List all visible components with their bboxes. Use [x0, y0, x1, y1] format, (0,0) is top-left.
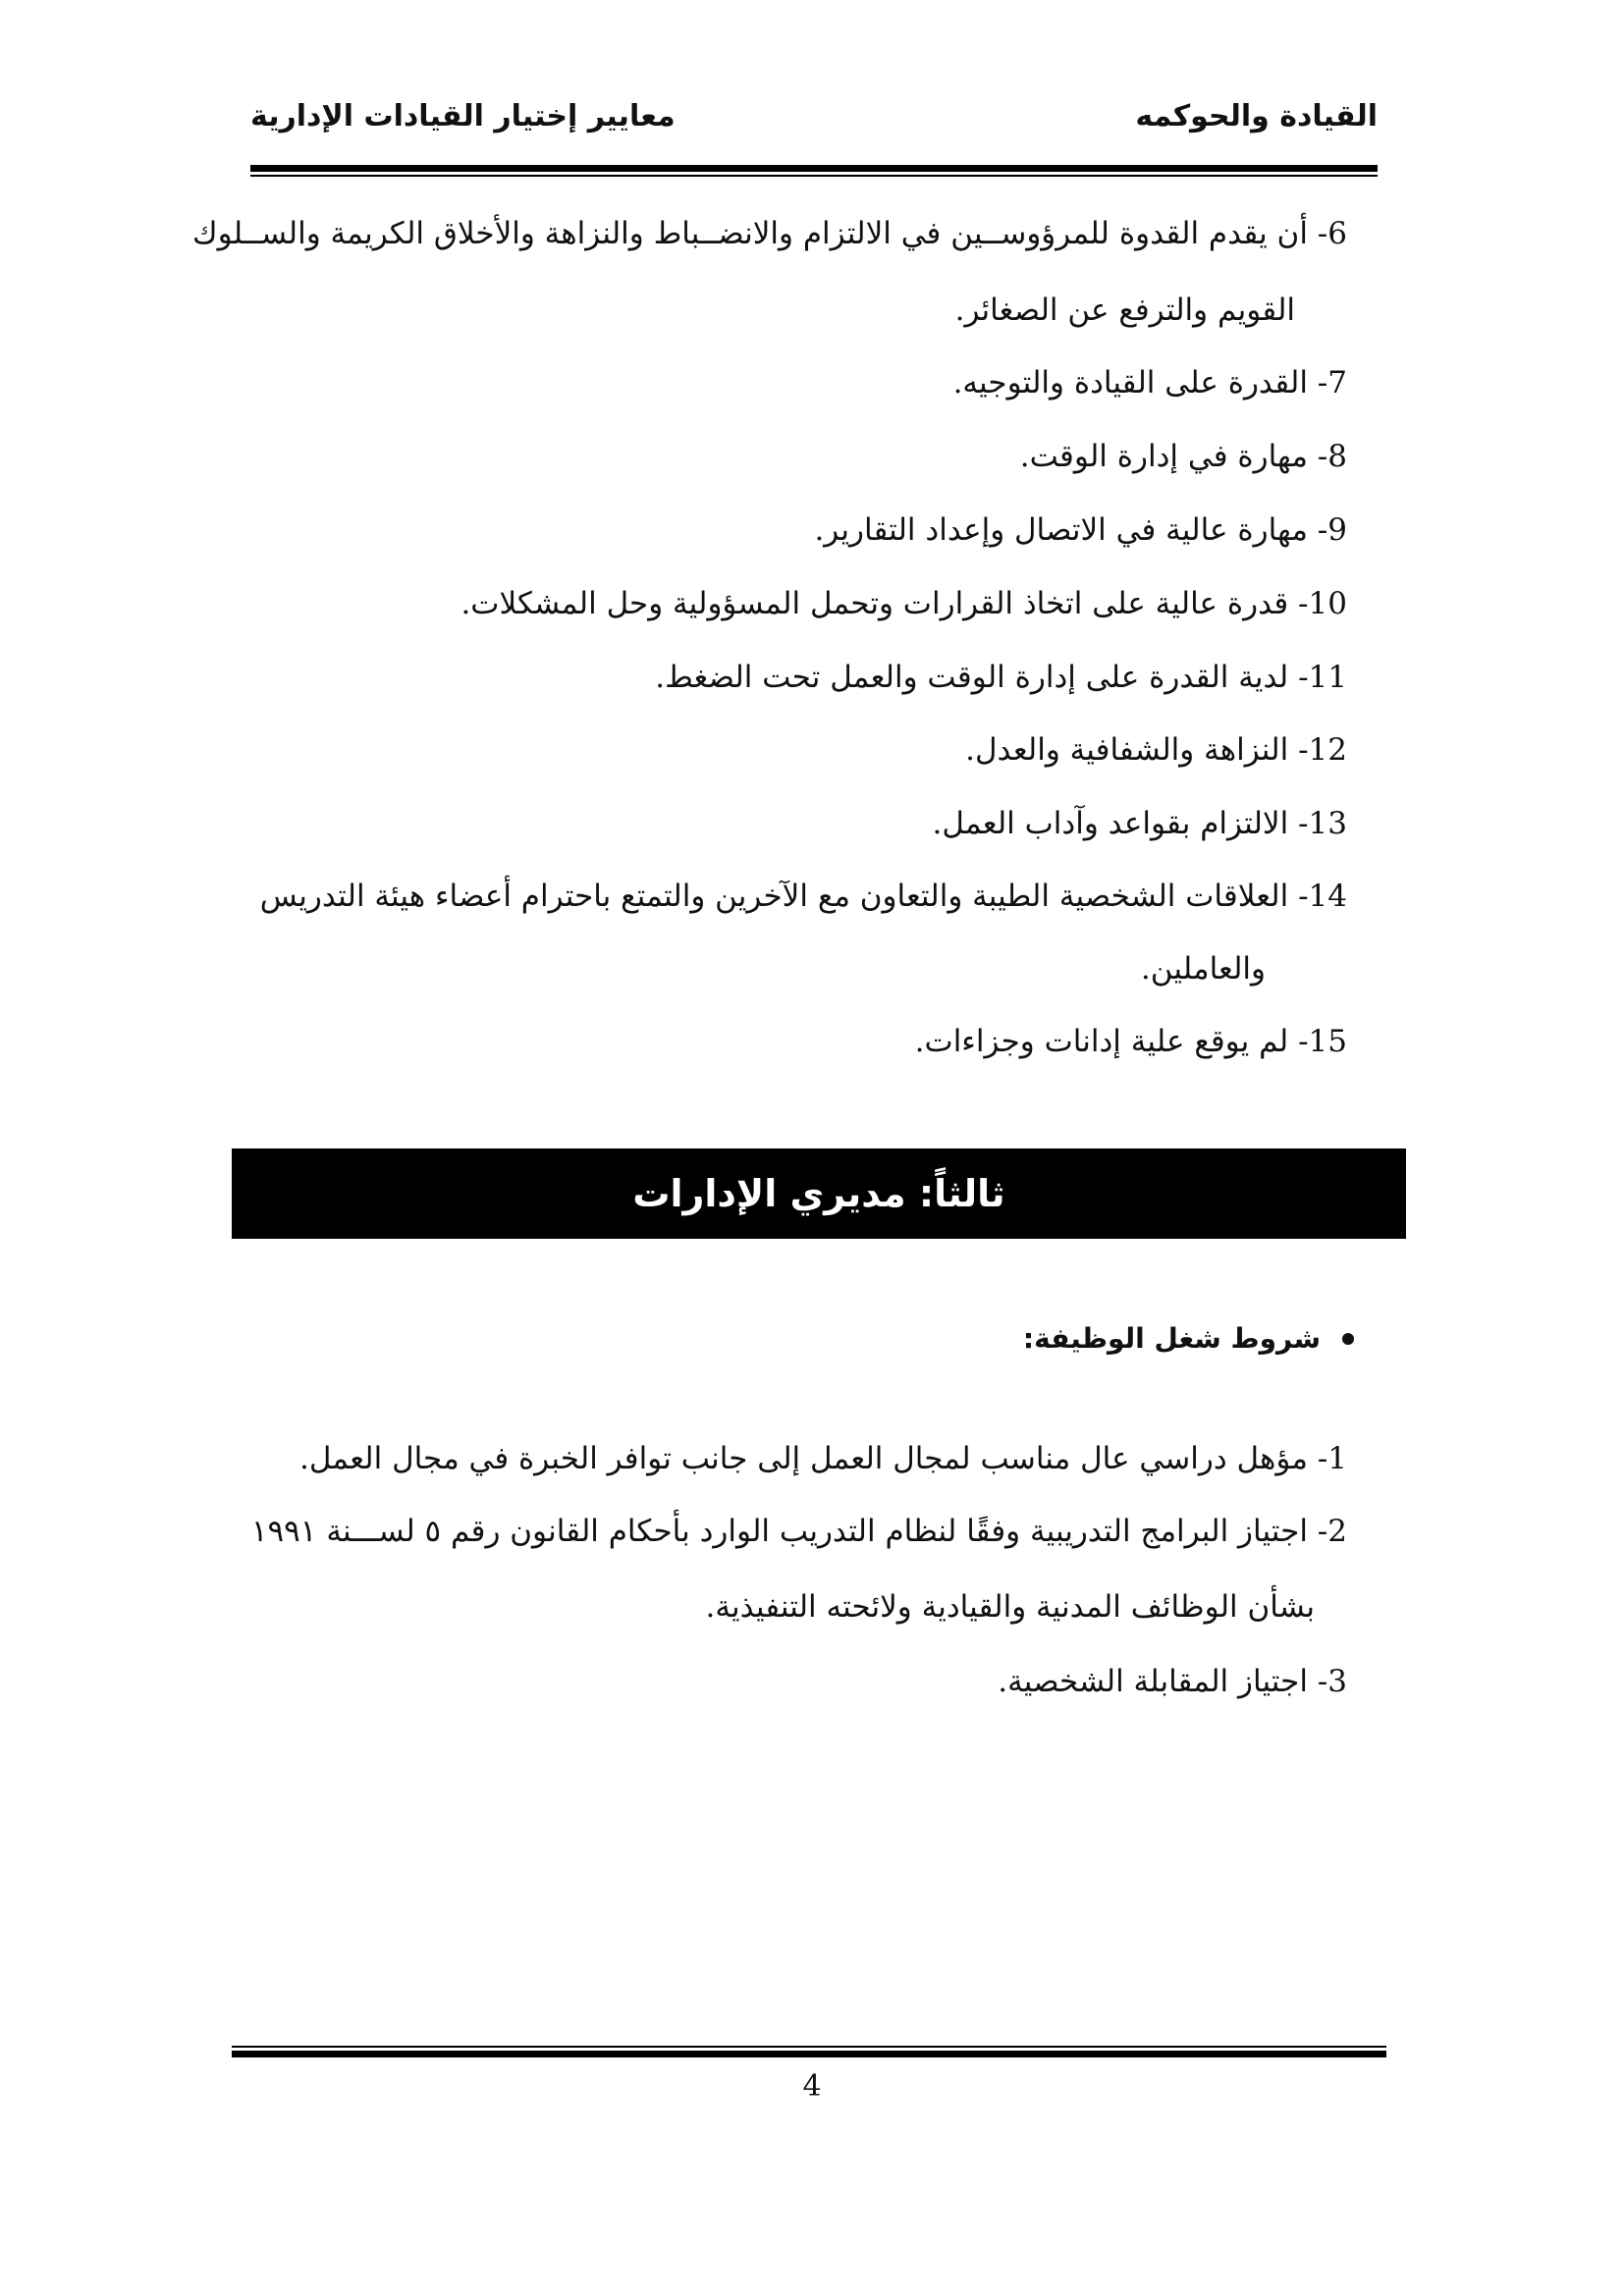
- header-rule-thick: [250, 165, 1378, 172]
- list-item-12: 12- النزاهة والشفافية والعدل.: [965, 732, 1347, 768]
- footer-rule-thin: [232, 2046, 1386, 2048]
- header-right-title: القيادة والحوكمه: [1135, 98, 1378, 133]
- section-title: ثالثاً: مديري الإدارات: [632, 1172, 1005, 1215]
- bullet-heading: [1023, 1322, 1354, 1355]
- page-header: [250, 96, 1378, 135]
- page-number: 4: [802, 2069, 822, 2104]
- footer-rule-thick: [232, 2051, 1386, 2057]
- list-item-13: 13- الالتزام بقواعد وآداب العمل.: [932, 806, 1347, 841]
- list-item-6-line1: 6- أن يقدم القدوة للمرؤوســين في الالتزام والانضــباط والنزاهة والأخلاق الكريمة والســلوك: [192, 216, 1347, 251]
- list-item-15: 15- لم يوقع علية إدانات وجزاءات.: [914, 1024, 1347, 1059]
- list-item-14-line1: 14- العلاقات الشخصية الطيبة والتعاون مع الآخرين والتمتع باحترام أعضاء هيئة التدريس: [259, 879, 1347, 914]
- list-item-6-line2: القويم والترفع عن الصغائر.: [954, 293, 1295, 328]
- condition-item-2-line1: 2- اجتياز البرامج التدريبية وفقًا لنظام التدريب الوارد بأحكام القانون رقم ٥ لســـنة ١٩٩١: [250, 1514, 1347, 1549]
- list-item-14-line2: والعاملين.: [1140, 951, 1266, 987]
- header-left-title: معايير إختيار القيادات الإدارية: [250, 98, 676, 133]
- bullet-heading-text: شروط شغل الوظيفة:: [1022, 1322, 1321, 1355]
- list-item-11: 11- لدية القدرة على إدارة الوقت والعمل تحت الضغط.: [655, 660, 1347, 695]
- condition-item-3: 3- اجتياز المقابلة الشخصية.: [998, 1664, 1347, 1699]
- section-title-banner: [232, 1148, 1406, 1239]
- list-item-7: 7- القدرة على القيادة والتوجيه.: [952, 365, 1347, 400]
- list-item-10: 10- قدرة عالية على اتخاذ القرارات وتحمل المسؤولية وحل المشكلات.: [460, 586, 1347, 621]
- condition-item-2-line2: بشأن الوظائف المدنية والقيادية ولائحته التنفيذية.: [705, 1589, 1315, 1625]
- condition-item-1: 1- مؤهل دراسي عال مناسب لمجال العمل إلى جانب توافر الخبرة في مجال العمل.: [298, 1441, 1347, 1476]
- list-item-9: 9- مهارة عالية في الاتصال وإعداد التقارير.: [814, 512, 1347, 548]
- list-item-8: 8- مهارة في إدارة الوقت.: [1019, 439, 1347, 474]
- header-rule-thin: [250, 175, 1378, 177]
- bullet-icon: [1342, 1333, 1354, 1345]
